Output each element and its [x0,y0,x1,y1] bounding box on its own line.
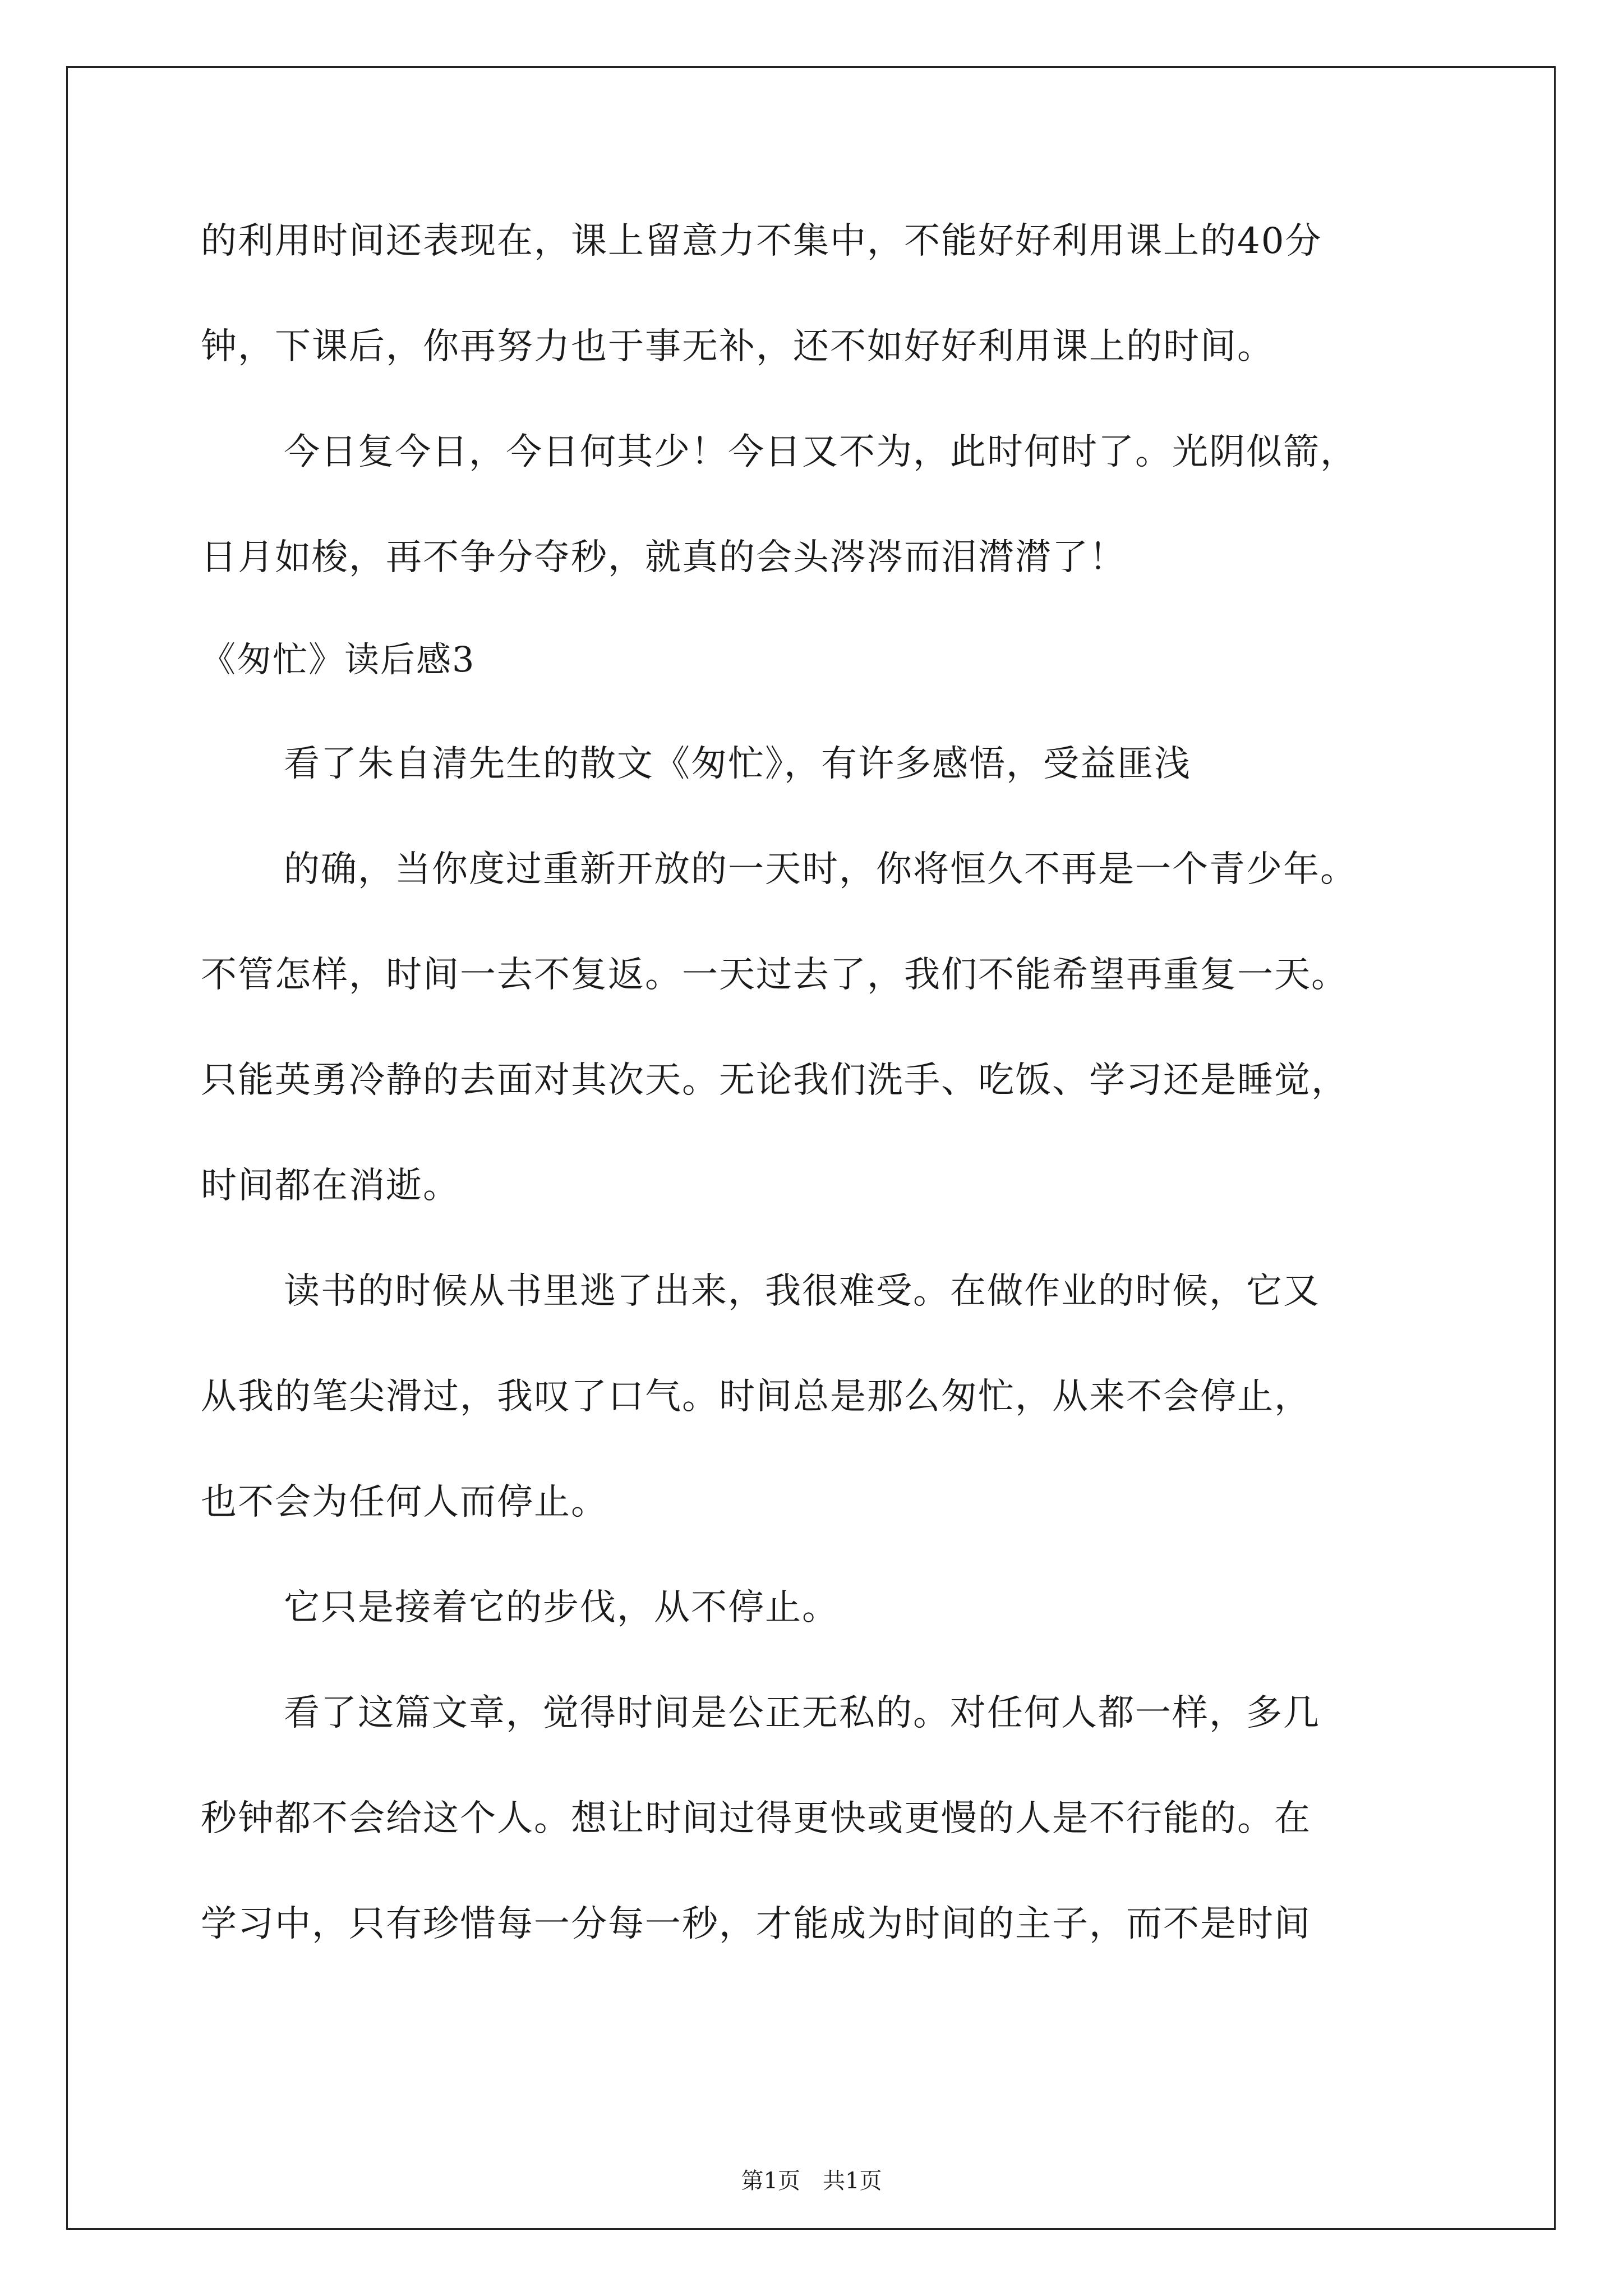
section-heading: 《匆忙》读后感3 [201,639,476,680]
paragraph-first-line: 它只是接着它的步伐，从不停止。 [284,1587,839,1628]
text-line: 也不会为任何人而停止。 [201,1481,608,1523]
text-line: 不管怎样，时间一去不复返。一天过去了，我们不能希望再重复一天。 [201,954,1348,996]
text-line: 钟，下课后，你再努力也于事无补，还不如好好利用课上的时间。 [201,326,1274,367]
text-line: 的利用时间还表现在，课上留意力不集中，不能好好利用课上的40分 [201,220,1322,262]
paragraph-first-line: 看了朱自清先生的散文《匆忙》，有许多感悟，受益匪浅 [284,743,1191,785]
paragraph-first-line: 看了这篇文章，觉得时间是公正无私的。对任何人都一样，多几 [284,1692,1320,1734]
text-line: 从我的笔尖滑过，我叹了口气。时间总是那么匆忙，从来不会停止， [201,1376,1311,1418]
text-line: 日月如梭，再不争分夺秒，就真的会头涔涔而泪潸潸了！ [201,537,1126,578]
text-line: 只能英勇冷静的去面对其次天。无论我们洗手、吃饭、学习还是睡觉， [201,1060,1348,1101]
text-line: 学习中，只有珍惜每一分每一秒，才能成为时间的主子，而不是时间 [201,1903,1311,1945]
paragraph-first-line: 今日复今日，今日何其少！今日又不为，此时何时了。光阴似箭， [284,431,1357,473]
paragraph-first-line: 读书的时候从书里逃了出来，我很难受。在做作业的时候，它又 [284,1271,1320,1312]
text-line: 秒钟都不会给这个人。想让时间过得更快或更慢的人是不行能的。在 [201,1798,1311,1839]
text-line: 时间都在消逝。 [201,1165,460,1207]
page-number-footer: 第1页 共1页 [741,2168,882,2194]
paragraph-first-line: 的确，当你度过重新开放的一天时，你将恒久不再是一个青少年。 [284,849,1357,890]
